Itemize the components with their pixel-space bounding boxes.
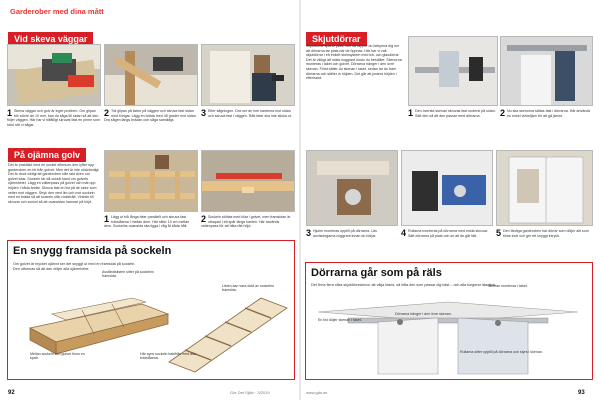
section-title-vid-skeva-vaggar: Vid skeva väggar	[8, 32, 93, 46]
callout-sockel-1: Avståndslisten sitter på sockelns framsida.	[102, 270, 154, 279]
info-box-intro-sockel: Om golvet är mycket ojämnt ser det snyggt ut med en framsida på sockeln. Den utformas så att den döljer alla ojämnheter.	[13, 262, 136, 271]
photo-step-1-saw	[7, 44, 101, 106]
photo-hardware-kit	[401, 150, 493, 226]
caption-step-1: 1 Skeva väggar och golv är inget problem. Om glipan blir större än 10 mm, kan du såga till sidan så att den följer väggen. Här har vi tillfälligt skruvat fast en pinne som stöd när vi sågar.	[7, 108, 100, 127]
photo-rail-install	[408, 36, 498, 106]
photo-step-3-mount	[201, 44, 295, 106]
photo-door-hanging	[500, 36, 593, 106]
caption-sockel-step-1: 1 Lägg ut två långa bitar parallellt och skruva fast tvärslåarna i mellan dem. Här sitter 10 cm mellan dem. Sockelns ovansida ska ligga i våg åt båda håll.	[104, 214, 190, 228]
caption-step-2: 2 Trä glipan på listen på väggen och skruva fast sidan med tvingar. Lägg en bräda med 45 grader mot sidan. Dra sågen längs brädan och såga samtidigt.	[104, 108, 197, 122]
callout-rals-3: En list döljer skenan i taket.	[318, 318, 362, 322]
photo-sockel-level	[201, 150, 295, 212]
info-box-title-sockel: En snygg framsida på sockeln	[13, 245, 172, 257]
info-box-intro-rals: Det finns flera olika skjutdörrsskenor att välja bland, så hitta den som passar dig bäst – och alla fungerar likadant.	[311, 283, 496, 287]
photo-finished-wardrobe	[496, 150, 593, 226]
callout-sockel-2: Mellan sockeln och golvet finns en spalt.	[30, 352, 85, 361]
callout-rals-2: Dörrarna hänger i den övre skenan.	[395, 312, 452, 316]
caption-door-step-1: 1 Den översta skenan skruvas fast underst på sidan. Sätt den så att den passar med dörrarna.	[408, 108, 496, 118]
caption-door-step-3: 3 Hjulen monteras upptill på dörrarna. Läs anvisningarna noggrant innan du börjar.	[306, 228, 377, 238]
photo-sockel-frame	[104, 150, 198, 212]
photo-step-2-clamp	[104, 44, 198, 106]
illustration-sockel-front	[22, 284, 172, 362]
footer-issue: Gör Det Själv · 3/2019	[230, 390, 270, 395]
footer-url: www.gds.se	[306, 390, 328, 395]
caption-door-step-2: 2 Nu ska skenorna sättas fast i dörrarna. Här används en enkel vinkeljärn för att gå jämnt.	[500, 108, 591, 118]
caption-sockel-step-2: 2 Sockeln stöttas med kilar i golvet, men framsidan är utkapad i ett spår längs kanten. Här används vattenpass för att hitta rätt höjd.	[201, 214, 291, 228]
photo-wheel-mount	[306, 150, 398, 226]
callout-sockel-3: Listen kan vara dold av sockelns framsida.	[222, 284, 274, 293]
caption-step-3: 3 Efter sågningen. Dra ner de inre kanterna mot sidan och skruva fast i väggen. Rätt bitar ska inte sticka ut.	[201, 108, 292, 118]
caption-door-step-5: 5 Den färdiga garderoben har dörrar som döljer allt som finns inuti och ger ett snyggt intryck.	[496, 228, 589, 238]
body-text-skjutdorrar: Skjutdörrar sparar plats, och så slipper du bekymra dig om att dörrarna tar plats när de öppnas. Här har vi valt skjutdörrar i ett enkelt skensystem med trä- och glasdörrar. Det är viktigt att mäta noggrant innan du beställer. Skenorna monteras i taket och golvet. Dörrarna hänger i den övre skenan. Först sätter du skenan i taket, sedan tar du fram dörrarna och ställer in höjden. Det går att justera höjden i efterhand.	[306, 44, 402, 81]
callout-rals-4: Rullarna sitter upptill på dörrarna och styrs i skenan.	[460, 350, 543, 354]
illustration-sockel-back	[165, 292, 290, 374]
callout-rals-1: Skenan monteras i taket.	[488, 284, 528, 288]
info-box-title-rals: Dörrarna går som på räls	[311, 267, 442, 279]
section-title-pa-ojamna-golv: På ojämna golv	[8, 148, 86, 162]
page-number-left: 92	[8, 390, 15, 396]
callout-sockel-4: Här syns sockeln bakifrån med alla tvärslåarna.	[140, 352, 196, 361]
illustration-sliding-rail	[308, 296, 588, 376]
caption-door-step-4: 4 Rullarna monteras på dörrarna med enkla skruvar. Sätt dörrarna på plats och se att de går lätt.	[401, 228, 489, 238]
section-title-skjutdorrar: Skjutdörrar	[306, 32, 367, 46]
body-text-ojamna-golv: Det är praktiskt med en sockel eftersom den lyfter upp garderoben en bit från golvet. Men det är inte nödvändigt. Det är dock viktigt att garderoben står rakt även om golvet lutar. Sockeln tar då också hand om golvets ojämnheter. Lägg en vattenpass på golvet och mät upp höjden i båda ändar. Skruva fast en list på de sidor som vetter mot väggen. Stryk den med lim och mot sockeln med en bräda så att sockeln står vinkelrätt. Vinkeln till skruvar och sockel så att ovansidan hamnar på höjd.	[8, 163, 100, 204]
center-gutter	[299, 0, 301, 400]
page-number-right: 93	[578, 390, 585, 396]
running-head: Garderober med dina mått	[10, 7, 104, 16]
